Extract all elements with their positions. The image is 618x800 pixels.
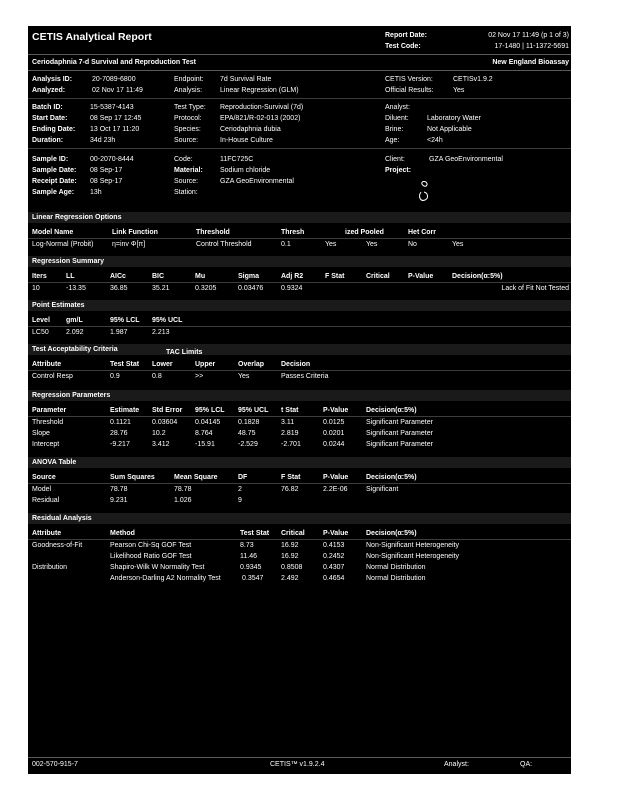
ra-cell: 0.8508: [281, 564, 303, 571]
rs-cell: 0.9324: [281, 285, 303, 292]
start-date-label: Start Date:: [32, 115, 68, 122]
anova-cell: 1.026: [174, 497, 192, 504]
subheader-divider: [28, 70, 571, 71]
rp-header: Decision(α:5%): [366, 407, 417, 414]
rp-cell: Intercept: [32, 441, 60, 448]
rs-header: Critical: [366, 273, 390, 280]
ra-cell: Non-Significant Heterogeneity: [366, 553, 459, 560]
report-date-value: 02 Nov 17 11:49 (p 1 of 3): [488, 32, 569, 39]
pe-header: Level: [32, 317, 50, 324]
ra-cell: 0.3547: [242, 575, 264, 582]
ra-cell: 0.4654: [323, 575, 345, 582]
endpoint-value: 7d Survival Rate: [220, 76, 272, 83]
footer-qa-label: QA:: [520, 761, 533, 768]
anova-header: DF: [238, 474, 248, 481]
rp-cell: 2.819: [281, 430, 299, 437]
ra-header: Decision(α:5%): [366, 530, 417, 537]
pe-cell: 1.987: [110, 329, 128, 336]
rp-cell: Significant Parameter: [366, 419, 433, 426]
rs-title: Regression Summary: [32, 258, 104, 265]
lro-header: Threshold: [196, 229, 230, 236]
lro-cell: No: [408, 241, 417, 248]
ra-cell: 0.2452: [323, 553, 345, 560]
analysis-value: Linear Regression (GLM): [220, 87, 299, 94]
rp-header: Std Error: [152, 407, 183, 414]
pe-title: Point Estimates: [32, 302, 85, 309]
ra-header: Test Stat: [240, 530, 270, 537]
material-value: Sodium chloride: [220, 167, 271, 174]
rs-cell: 35.21: [152, 285, 170, 292]
tac-header: Upper: [195, 361, 216, 368]
duration-label: Duration:: [32, 137, 64, 144]
ending-date-value: 13 Oct 17 11:20: [90, 126, 140, 133]
rs-cell: 0.3205: [195, 285, 217, 292]
sample-id-value: 00-2070-8444: [90, 156, 134, 163]
rp-header: 95% LCL: [195, 407, 225, 414]
official-results-label: Official Results:: [385, 87, 434, 94]
ra-cell: Distribution: [32, 564, 68, 571]
tac-header: Lower: [152, 361, 173, 368]
rp-cell: -2.529: [238, 441, 258, 448]
rp-cell: 3.11: [281, 419, 295, 426]
anova-cell: 78.78: [110, 486, 128, 493]
ra-cell: Anderson-Darling A2 Normality Test: [110, 575, 221, 582]
ra-cell: 0.4307: [323, 564, 345, 571]
official-results-value: Yes: [453, 87, 465, 94]
info-divider-1: [28, 98, 571, 99]
rs-cell: 10: [32, 285, 40, 292]
rs-header: Sigma: [238, 273, 260, 280]
rs-cell: 36.85: [110, 285, 128, 292]
brine-label: Brine:: [385, 126, 404, 133]
lro-cell: η=inv Φ[π]: [112, 241, 146, 248]
pe-cell: 2.213: [152, 329, 170, 336]
rp-cell: 0.0201: [323, 430, 345, 437]
rs-header-rule: [28, 282, 571, 283]
ra-cell: Normal Distribution: [366, 575, 426, 582]
tac-header: Overlap: [238, 361, 265, 368]
cetis-version-value: CETISv1.9.2: [453, 76, 493, 83]
rs-header: Iters: [32, 273, 47, 280]
analyzed-value: 02 Nov 17 11:49: [92, 87, 143, 94]
sample-date-label: Sample Date:: [32, 167, 77, 174]
lro-cell: Yes: [452, 241, 464, 248]
anova-cell: 76.82: [281, 486, 299, 493]
rp-cell: 0.1828: [238, 419, 260, 426]
rp-cell: 3.412: [152, 441, 170, 448]
rp-cell: 48.75: [238, 430, 256, 437]
endpoint-label: Endpoint:: [174, 76, 204, 83]
rs-header: Mu: [195, 273, 206, 280]
rs-header: Decision(α:5%): [452, 273, 503, 280]
rs-header: AICc: [110, 273, 126, 280]
ra-title: Residual Analysis: [32, 515, 92, 522]
receipt-date-label: Receipt Date:: [32, 178, 77, 185]
ra-title-bar: [28, 513, 571, 524]
lro-header: Link Function: [112, 229, 158, 236]
batch-id-value: 15-5387-4143: [90, 104, 134, 111]
rs-header: LL: [66, 273, 75, 280]
handwritten-mark-icon: [416, 178, 434, 204]
rp-title: Regression Parameters: [32, 392, 111, 399]
anova-cell: Significant: [366, 486, 399, 493]
age-label: Age:: [385, 137, 400, 144]
analyst-label: Analyst:: [385, 104, 410, 111]
rp-cell: 0.03604: [152, 419, 178, 426]
anova-header: Source: [32, 474, 56, 481]
rs-header: BIC: [152, 273, 165, 280]
anova-cell: Model: [32, 486, 52, 493]
anova-cell: 78.78: [174, 486, 192, 493]
rp-header: Parameter: [32, 407, 67, 414]
pe-header: 95% LCL: [110, 317, 140, 324]
rp-cell: Threshold: [32, 419, 64, 426]
ra-cell: 16.92: [281, 542, 299, 549]
protocol-value: EPA/821/R-02-013 (2002): [220, 115, 301, 122]
rp-cell: 10.2: [152, 430, 166, 437]
tac-header: Attribute: [32, 361, 62, 368]
code-label: Code:: [174, 156, 193, 163]
anova-cell: 9.231: [110, 497, 128, 504]
duration-value: 34d 23h: [90, 137, 116, 144]
ra-cell: 16.92: [281, 553, 299, 560]
species-label: Species:: [174, 126, 201, 133]
lro-cell: Control Threshold: [196, 241, 252, 248]
ra-cell: Non-Significant Heterogeneity: [366, 542, 459, 549]
rs-header: F Stat: [325, 273, 345, 280]
source2-value: GZA GeoEnvironmental: [220, 178, 294, 185]
rp-header: 95% UCL: [238, 407, 269, 414]
rp-cell: Significant Parameter: [366, 430, 433, 437]
lro-header-rule: [28, 238, 571, 239]
tac-cell: >>: [195, 373, 204, 380]
ra-header: Method: [110, 530, 135, 537]
test-code-label: Test Code:: [385, 43, 421, 50]
pe-header-rule: [28, 326, 571, 327]
lro-header: Model Name: [32, 229, 74, 236]
footer-divider: [28, 757, 571, 758]
header-divider: [28, 54, 571, 55]
rp-cell: Slope: [32, 430, 50, 437]
anova-header: P-Value: [323, 474, 349, 481]
ra-cell: Normal Distribution: [366, 564, 426, 571]
report-title: CETIS Analytical Report: [32, 31, 152, 43]
ra-cell: Likelihood Ratio GOF Test: [110, 553, 192, 560]
anova-cell: Residual: [32, 497, 60, 504]
rs-cell: Lack of Fit Not Tested: [501, 285, 569, 292]
test-code-value: 17-1480 | 11-1372-5691: [494, 43, 569, 50]
ra-header: Attribute: [32, 530, 62, 537]
client-label: Client:: [385, 156, 405, 163]
report-date-label: Report Date:: [385, 32, 428, 39]
lro-header: Thresh: [281, 229, 305, 236]
rp-cell: Significant Parameter: [366, 441, 433, 448]
source-value: In-House Culture: [220, 137, 273, 144]
rp-header: Estimate: [110, 407, 140, 414]
anova-header: Sum Squares: [110, 474, 155, 481]
sample-id-label: Sample ID:: [32, 156, 69, 163]
footer-analyst-label: Analyst:: [444, 761, 469, 768]
anova-cell: 2: [238, 486, 242, 493]
protocol-label: Protocol:: [174, 115, 202, 122]
rp-cell: 0.1121: [110, 419, 131, 426]
lro-title: Linear Regression Options: [32, 214, 122, 221]
pe-header: 95% UCL: [152, 317, 183, 324]
test-type-value: Reproduction-Survival (7d): [220, 104, 304, 111]
anova-cell: 2.2E-06: [323, 486, 348, 493]
rp-header: P-Value: [323, 407, 349, 414]
ra-cell: 11.46: [240, 553, 257, 560]
footer-doc-code: 002-570-915-7: [32, 761, 78, 768]
pe-title-bar: [28, 300, 571, 311]
rs-cell: -13.35: [66, 285, 86, 292]
rp-cell: -9.217: [110, 441, 130, 448]
anova-header: F Stat: [281, 474, 301, 481]
client-value: GZA GeoEnvironmental: [429, 156, 503, 163]
tac-cell: Control Resp: [32, 373, 73, 380]
ra-header: P-Value: [323, 530, 349, 537]
lro-cell: 0.1: [281, 241, 291, 248]
receipt-date-value: 08 Sep-17: [90, 178, 123, 185]
source2-label: Source:: [174, 178, 199, 185]
info-divider-2: [28, 148, 571, 149]
ra-cell: Shapiro-Wilk W Normality Test: [110, 564, 205, 571]
rs-title-bar: [28, 256, 571, 267]
rp-header-rule: [28, 416, 571, 417]
rs-header: P-Value: [408, 273, 434, 280]
tac-limits-label: TAC Limits: [166, 349, 203, 356]
anova-title-bar: [28, 457, 571, 468]
rs-header: Adj R2: [281, 273, 304, 280]
tac-header: Decision: [281, 361, 311, 368]
rp-cell: -15.91: [195, 441, 215, 448]
tac-header: Test Stat: [110, 361, 140, 368]
tac-cell: 0.8: [152, 373, 162, 380]
analysis-label: Analysis:: [174, 87, 203, 94]
rp-header: t Stat: [281, 407, 299, 414]
test-name: Ceriodaphnia 7-d Survival and Reproduction Test: [32, 59, 197, 66]
code-value: 11FC725C: [220, 156, 254, 163]
footer-version: CETIS™ v1.9.2.4: [270, 761, 325, 768]
rp-cell: 28.76: [110, 430, 128, 437]
pe-header: gm/L: [66, 317, 83, 324]
ra-cell: 0.4153: [323, 542, 345, 549]
sample-age-value: 13h: [90, 189, 102, 196]
ra-cell: Pearson Chi-Sq GOF Test: [110, 542, 192, 549]
age-value: <24h: [427, 137, 443, 144]
rp-cell: 0.04145: [195, 419, 221, 426]
start-date-value: 08 Sep 17 12:45: [90, 115, 142, 122]
lro-cell: Yes: [325, 241, 337, 248]
tac-header-rule: [28, 370, 571, 371]
source-label: Source:: [174, 137, 199, 144]
analyzed-label: Analyzed:: [32, 87, 66, 94]
report-page: [28, 26, 571, 774]
anova-cell: 9: [238, 497, 242, 504]
lro-cell: Yes: [366, 241, 378, 248]
sample-date-value: 08 Sep-17: [90, 167, 123, 174]
batch-id-label: Batch ID:: [32, 104, 63, 111]
test-type-label: Test Type:: [174, 104, 206, 111]
tac-cell: Passes Criteria: [281, 373, 329, 380]
brine-value: Not Applicable: [427, 126, 472, 133]
sample-age-label: Sample Age:: [32, 189, 75, 196]
lro-header: ized Pooled: [345, 229, 384, 236]
station-label: Station:: [174, 189, 198, 196]
pe-cell: LC50: [32, 329, 49, 336]
diluent-value: Laboratory Water: [427, 115, 481, 122]
ra-header-rule: [28, 539, 571, 540]
analysis-id-label: Analysis ID:: [32, 76, 73, 83]
anova-header-rule: [28, 483, 571, 484]
ra-header: Critical: [281, 530, 305, 537]
lro-cell: Log-Normal (Probit): [32, 241, 94, 248]
anova-title: ANOVA Table: [32, 459, 77, 466]
cetis-version-label: CETIS Version:: [385, 76, 433, 83]
diluent-label: Diluent:: [385, 115, 409, 122]
ra-cell: 8.73: [240, 542, 254, 549]
analysis-id-value: 20-7089-6800: [92, 76, 136, 83]
tac-cell: 0.9: [110, 373, 120, 380]
tac-title: Test Acceptability Criteria: [32, 346, 118, 353]
pe-cell: 2.092: [66, 329, 84, 336]
tac-cell: Yes: [238, 373, 250, 380]
lab-name: New England Bioassay: [492, 59, 569, 66]
species-value: Ceriodaphnia dubia: [220, 126, 281, 133]
material-label: Material:: [174, 167, 203, 174]
anova-header: Decision(α:5%): [366, 474, 417, 481]
rs-cell: 0.03476: [238, 285, 264, 292]
project-label: Project:: [385, 167, 412, 174]
ra-cell: Goodness-of-Fit: [32, 542, 83, 549]
lro-header: Het Corr: [408, 229, 437, 236]
rp-cell: 0.0125: [323, 419, 345, 426]
ra-cell: 2.492: [281, 575, 299, 582]
ra-cell: 0.9345: [240, 564, 262, 571]
anova-header: Mean Square: [174, 474, 218, 481]
ending-date-label: Ending Date:: [32, 126, 76, 133]
rp-cell: -2.701: [281, 441, 301, 448]
rp-cell: 8.764: [195, 430, 213, 437]
rp-cell: 0.0244: [323, 441, 345, 448]
